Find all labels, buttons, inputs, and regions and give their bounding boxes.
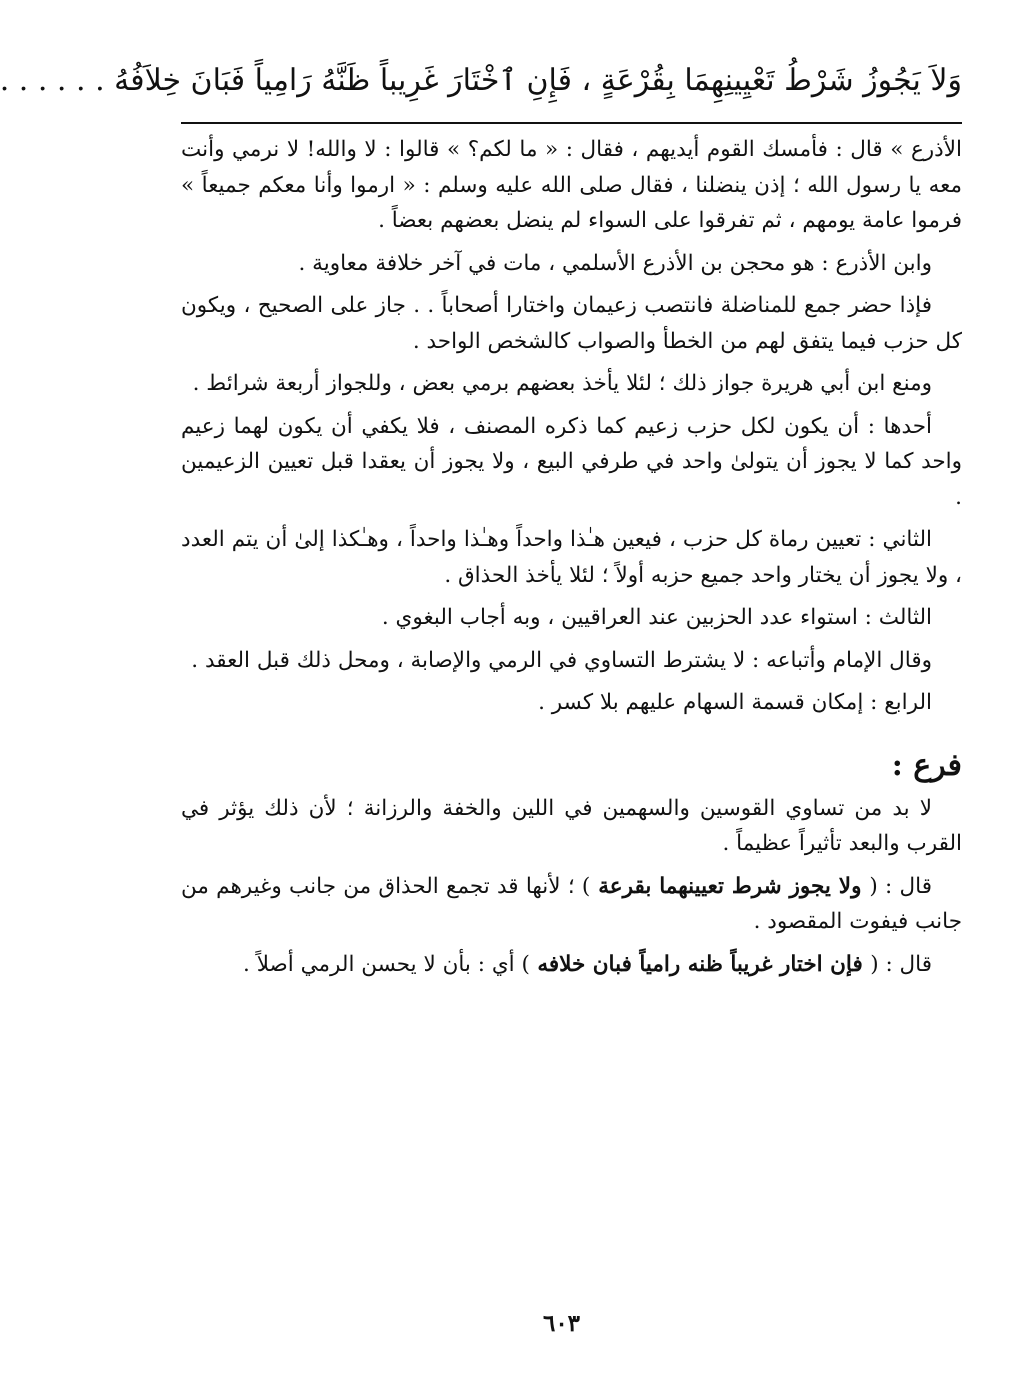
paragraph-hadith-end: الأذرع » قال : فأمسك القوم أيديهم ، فقال : « ما لكم؟ » قالوا : لا والله! لا نرمي وأنت معه يا رسول الله ؛ إذن ينضلنا ، فقال صلى الله عليه وسلم : « ارموا وأنا معكم جميعاً » فرموا عامة يومهم ، ثم تفرقوا على السواء لم ينضل بعضهم بعضاً . xyxy=(181,137,962,233)
paragraph-condition-one: أحدها : أن يكون لكل حزب زعيم كما ذكره المصنف ، فلا يكفي أن يكون لهما زعيم واحد كما لا يجوز أن يتولىٰ واحد في طرفي البيع ، ولا يجوز أن يعقدا قبل تعيين الزعيمين . xyxy=(181,413,962,510)
paragraph-ibn-aladra: وابن الأذرع : هو محجن بن الأذرع الأسلمي ، مات في آخر خلافة معاوية . xyxy=(298,250,932,276)
furu-heading: فرع : xyxy=(891,747,962,783)
paragraph-imam-view: وقال الإمام وأتباعه : لا يشترط التساوي في الرمي والإصابة ، ومحل ذلك قبل العقد . xyxy=(191,647,932,673)
commentary-quote: ولا يجوز شرط تعيينهما بقرعة xyxy=(590,873,870,899)
commentary-lead: قال : ( xyxy=(869,873,932,899)
paragraph-commentary-one xyxy=(181,869,962,940)
paragraph-condition-four: الرابع : إمكان قسمة السهام عليهم بلا كسر . xyxy=(538,690,932,715)
matn-header-line: وَلاَ يَجُوزُ شَرْطُ تَعْيِينِهِمَا بِقُرْعَةٍ ، فَإِنِ ٱخْتَارَ غَرِيباً ظَنَّهُ رَامِياً فَبَانَ خِلاَفُهُ . . . . . . xyxy=(0,63,962,98)
paragraph-commentary-two xyxy=(181,947,962,983)
paragraph-condition-two: الثاني : تعيين رماة كل حزب ، فيعين هـٰذا واحداً وهـٰذا واحداً ، وهـٰكذا إلىٰ أن يتم العدد ، ولا يجوز أن يختار واحد جميع حزبه أولاً ؛ لئلا يأخذ الحذاق . xyxy=(181,527,962,588)
paragraph-furu-text: لا بد من تساوي القوسين والسهمين في اللين والخفة والرزانة ؛ لأن ذلك يؤثر في القرب والبعد تأثيراً عظيماً . xyxy=(181,795,962,856)
commentary-rest: ) أي : بأن لا يحسن الرمي أصلاً . xyxy=(243,951,530,977)
header-divider xyxy=(181,122,962,124)
commentary-rest: ) ؛ لأنها قد تجمع الحذاق من جانب وغيرهم من جانب فيفوت المقصود . xyxy=(181,873,962,934)
paragraph-ibn-abi-hurayra: ومنع ابن أبي هريرة جواز ذلك ؛ لئلا يأخذ بعضهم برمي بعض ، وللجواز أربعة شرائط . xyxy=(192,371,932,396)
paragraph-two-leaders: فإذا حضر جمع للمناضلة فانتصب زعيمان واختارا أصحاباً . . جاز على الصحيح ، ويكون كل حزب فيما يتفق لهم من الخطأ والصواب كالشخص الواحد . xyxy=(181,293,962,354)
commentary-lead: قال : ( xyxy=(870,951,932,977)
page-number: ٦٠٣ xyxy=(542,1310,581,1337)
paragraph-condition-three: الثالث : استواء عدد الحزبين عند العراقيين ، وبه أجاب البغوي . xyxy=(381,605,932,630)
book-page xyxy=(0,58,962,1341)
commentary-quote: فإن اختار غريباً ظنه رامياً فبان خلافه xyxy=(529,951,871,977)
